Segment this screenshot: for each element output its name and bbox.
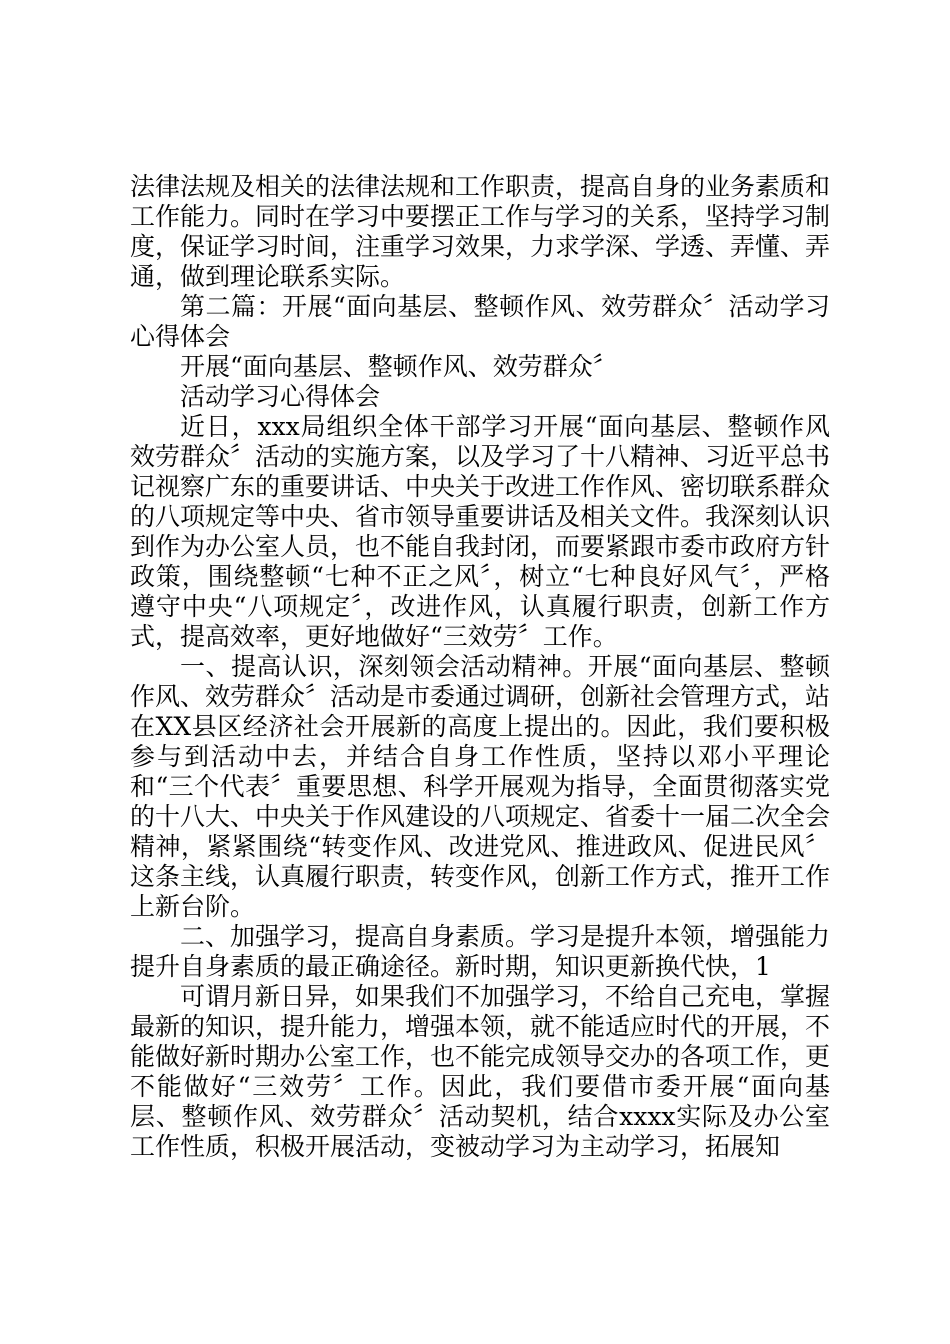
- article-title-line-2: 活动学习心得体会: [180, 382, 381, 411]
- article-title-line-1: 开展“面向基层、整顿作风、效劳群众〞: [180, 352, 618, 381]
- paragraph: 法律法规及相关的法律法规和工作职责，提高自身的业务素质和工作能力。同时在学习中要摆正工作与学习的关系，坚持学习制度，保证学习时间，注重学习效果，力求学深、学透、弄懂、弄通，做到理论联系实际。: [130, 172, 831, 291]
- paragraph: 二、加强学习，提高自身素质。学习是提升本领，增强能力提升自身素质的最正确途径。新时期，知识更新换代快，1: [130, 922, 831, 981]
- paragraph: 近日，xxx局组织全体干部学习开展“面向基层、整顿作风效劳群众〞活动的实施方案，以及学习了十八精神、习近平总书记视察广东的重要讲话、中央关于改进工作作风、密切联系群众的八项规定等中央、省市领导重要讲话及相关文件。我深刻认识到作为办公室人员，也不能自我封闭，而要紧跟市委市政府方针政策，围绕整顿“七种不正之风〞，树立“七种良好风气〞，严格遵守中央“八项规定〞，改进作风，认真履行职责，创新工作方式，提高效率，更好地做好“三效劳〞工作。: [130, 412, 831, 651]
- paragraph: 可谓月新日异，如果我们不加强学习，不给自己充电，掌握最新的知识，提升能力，增强本领，就不能适应时代的开展，不能做好新时期办公室工作，也不能完成领导交办的各项工作，更不能做好“三效劳〞工作。因此，我们要借市委开展“面向基层、整顿作风、效劳群众〞活动契机，结合xxxx实际及办公室工作性质，积极开展活动，变被动学习为主动学习，拓展知: [130, 982, 831, 1161]
- section-heading: 第二篇：开展“面向基层、整顿作风、效劳群众〞活动学习心得体会: [130, 292, 830, 351]
- paragraph: 一、提高认识，深刻领会活动精神。开展“面向基层、整顿作风、效劳群众〞活动是市委通过调研，创新社会管理方式，站在XX县区经济社会开展新的高度上提出的。因此，我们要积极参与到活动中去，并结合自身工作性质，坚持以邓小平理论和“三个代表〞重要思想、科学开展观为指导，全面贯彻落实党的十八大、中央关于作风建设的八项规定、省委十一届二次全会精神，紧紧围绕“转变作风、改进党风、推进政风、促进民风〞这条主线，认真履行职责，转变作风，创新工作方式，推开工作上新台阶。: [130, 652, 831, 921]
- document-body: [130, 172, 830, 1162]
